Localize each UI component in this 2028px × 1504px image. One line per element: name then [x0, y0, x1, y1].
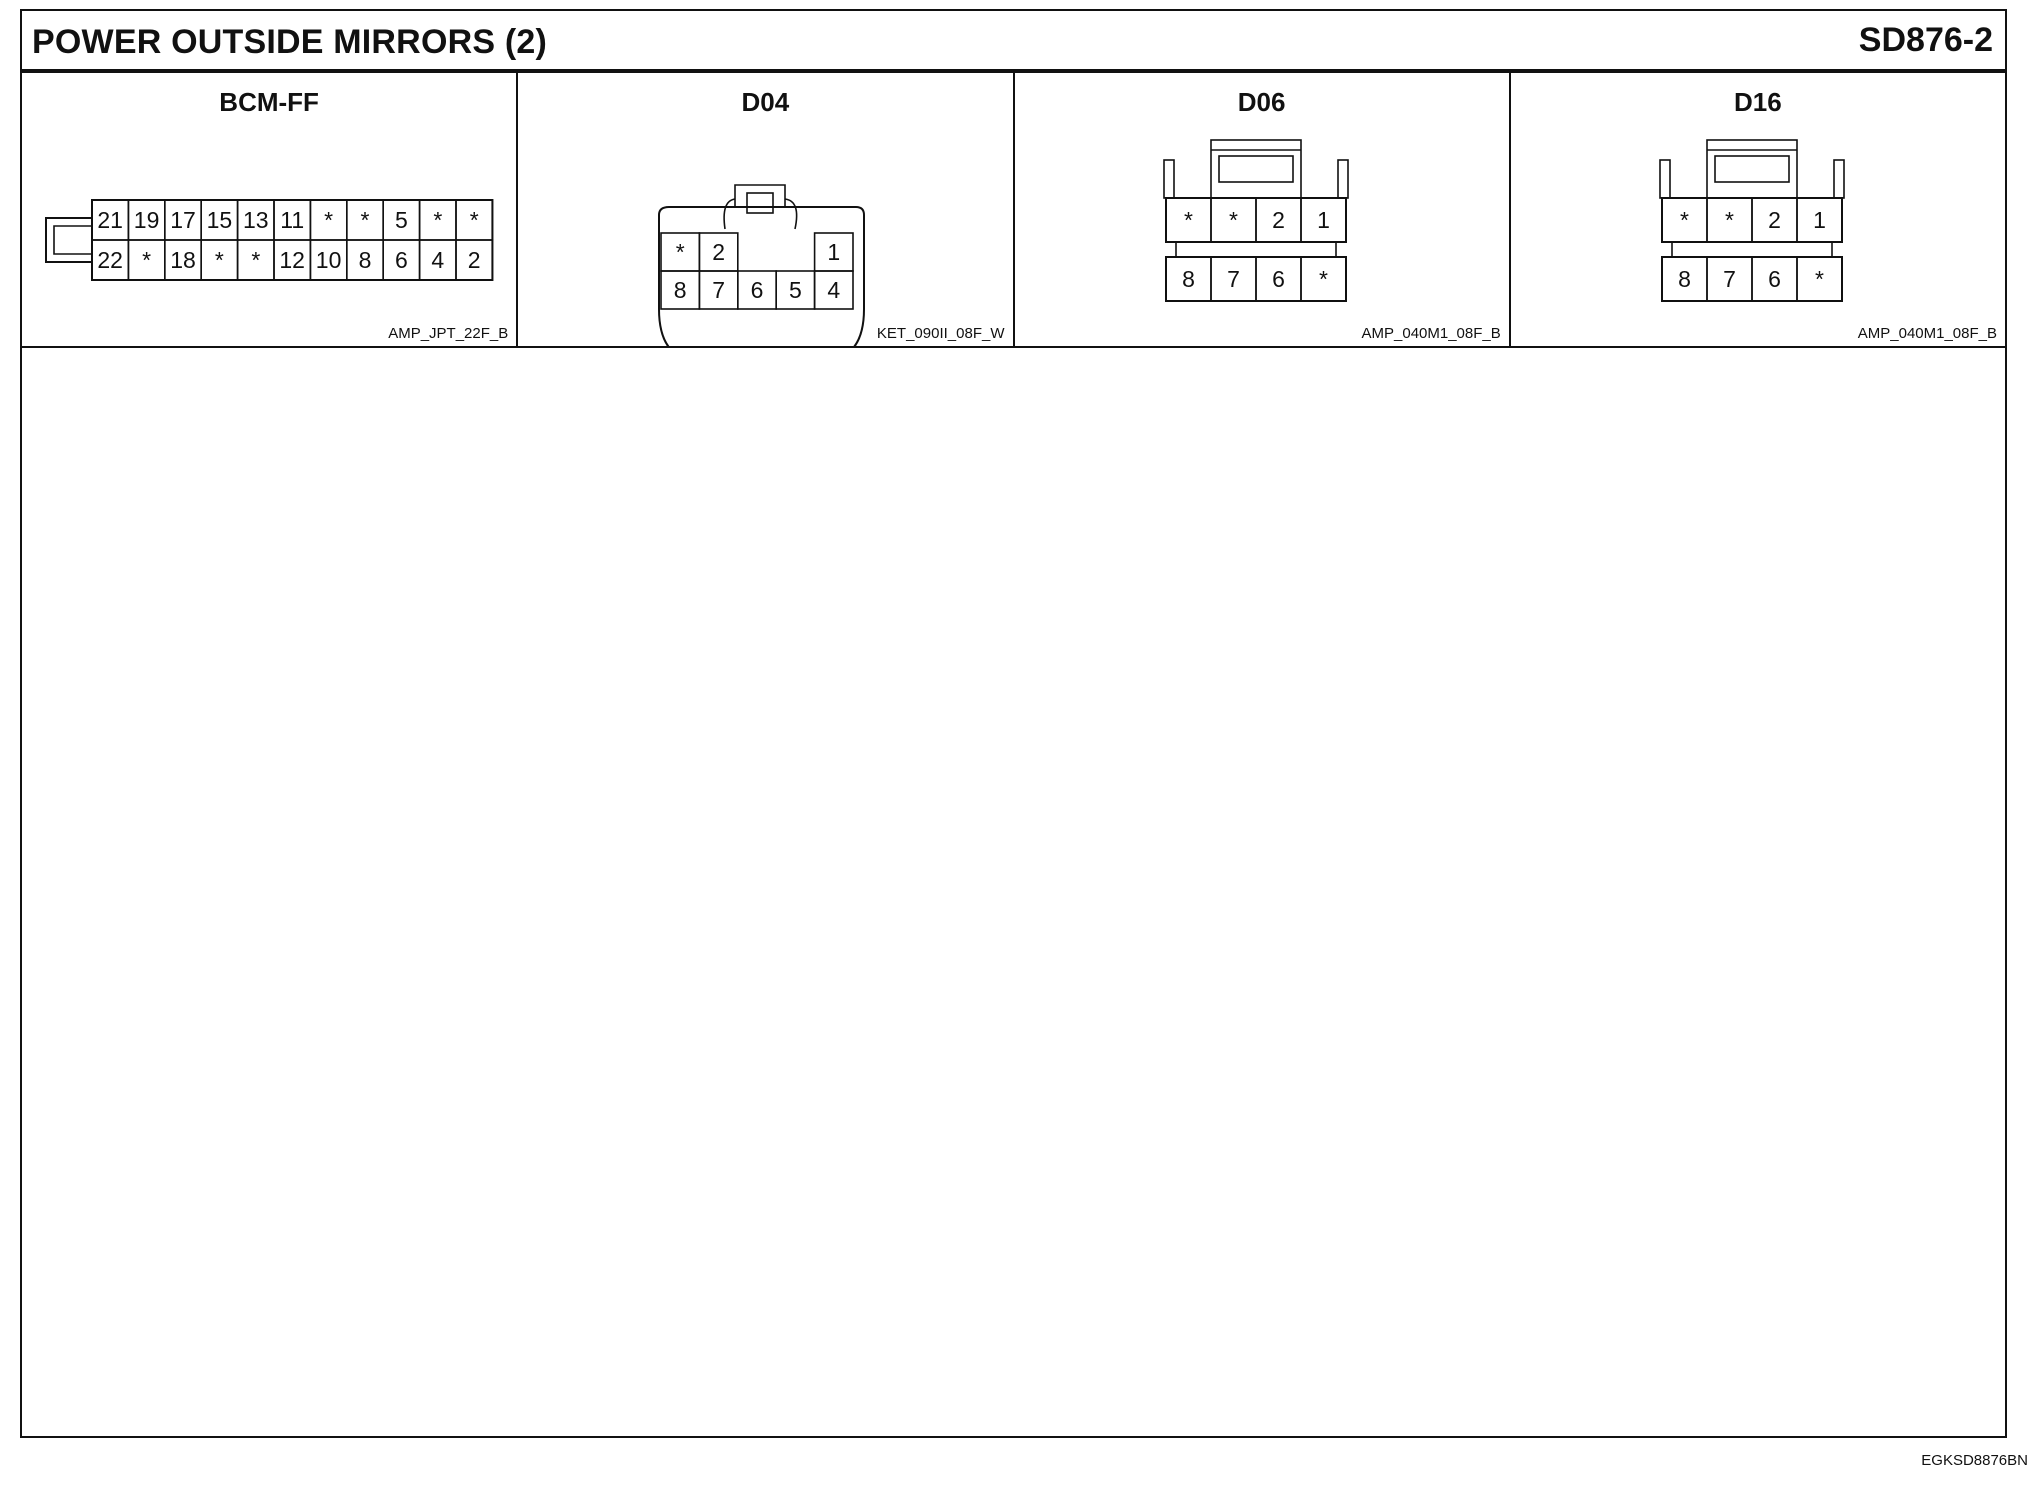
- connector-cell-bcm-ff: [22, 73, 518, 346]
- pin-label: 6: [750, 277, 764, 303]
- pin-label: 5: [789, 277, 803, 303]
- pin-label: *: [1679, 207, 1689, 233]
- pin-label: 4: [431, 247, 445, 273]
- pin-label: *: [1814, 266, 1824, 292]
- pin-label: *: [469, 207, 479, 233]
- connector-row: [22, 73, 2005, 348]
- pin-label: 11: [280, 207, 305, 233]
- connector-part-number: AMP_JPT_22F_B: [388, 325, 509, 342]
- pin-label: 10: [315, 247, 342, 273]
- pin-label: 4: [827, 277, 841, 303]
- pin-label: 2: [1767, 207, 1781, 233]
- d06-connector-face: [1015, 73, 1511, 346]
- connector-latch-inner: [54, 226, 92, 254]
- pin-label: *: [324, 207, 334, 233]
- wiring-diagram-area: [22, 348, 2005, 1436]
- pin-label: 1: [1812, 207, 1826, 233]
- pin-label: 2: [1271, 207, 1285, 233]
- connector-latch: [735, 185, 785, 207]
- title-bar: [22, 11, 2005, 73]
- pin-label: *: [214, 247, 224, 273]
- pin-label: 21: [97, 207, 123, 233]
- pin-label: *: [251, 247, 261, 273]
- connector-name: D06: [1237, 87, 1286, 117]
- connector-latch: [1211, 140, 1301, 198]
- d04-connector-face: [518, 73, 1014, 346]
- connector-cell-d16: [1511, 73, 2005, 346]
- pin-label: 1: [1316, 207, 1330, 233]
- pin-label: 19: [133, 207, 160, 233]
- pin-label: 17: [170, 207, 196, 233]
- connector-latch-tab: [747, 193, 773, 213]
- pin-label: 8: [358, 247, 372, 273]
- pin-label: *: [433, 207, 443, 233]
- d16-connector-face: [1511, 73, 2007, 346]
- pin-label: *: [1724, 207, 1734, 233]
- diagram-frame: [20, 9, 2007, 1438]
- pin-label: 8: [1181, 266, 1195, 292]
- connector-part-number: AMP_040M1_08F_B: [1857, 325, 1997, 342]
- pin-label: *: [675, 239, 685, 265]
- pin-label: 1: [827, 239, 841, 265]
- connector-latch-arm: [785, 199, 797, 229]
- pin-label: 6: [1271, 266, 1285, 292]
- pin-label: *: [1183, 207, 1193, 233]
- pin-label: 22: [97, 247, 123, 273]
- pin-label: *: [1228, 207, 1238, 233]
- pin-label: 7: [712, 277, 726, 303]
- page-title: POWER OUTSIDE MIRRORS (2): [32, 23, 548, 61]
- pin-label: *: [1318, 266, 1328, 292]
- connector-post: [1338, 160, 1348, 198]
- pin-label: 2: [712, 239, 726, 265]
- connector-latch-arm: [724, 199, 735, 229]
- pin-label: 13: [243, 207, 269, 233]
- pin-label: 18: [170, 247, 196, 273]
- pin-label: 2: [467, 247, 481, 273]
- connector-cell-d04: [518, 73, 1014, 346]
- connector-post: [1834, 160, 1844, 198]
- pin-label: 6: [395, 247, 408, 273]
- pin-label: 6: [1767, 266, 1781, 292]
- connector-name: D04: [741, 87, 790, 117]
- pin-label: 7: [1722, 266, 1736, 292]
- bcm-ff-connector-face: [22, 73, 518, 346]
- connector-latch: [1707, 140, 1797, 198]
- connector-post: [1660, 160, 1670, 198]
- connector-part-number: AMP_040M1_08F_B: [1361, 325, 1501, 342]
- pin-label: 15: [206, 207, 233, 233]
- pin-label: 7: [1226, 266, 1240, 292]
- pin-label: 12: [279, 247, 305, 273]
- page-code: SD876-2: [1858, 21, 1993, 59]
- connector-name: BCM-FF: [219, 87, 319, 117]
- connector-cell-d06: [1015, 73, 1511, 346]
- connector-latch-tab: [1715, 156, 1789, 182]
- pin-label: 5: [395, 207, 408, 233]
- pin-label: *: [142, 247, 152, 273]
- connector-post: [1164, 160, 1174, 198]
- connector-latch: [46, 218, 92, 262]
- pin-label: *: [360, 207, 370, 233]
- connector-part-number: KET_090II_08F_W: [876, 325, 1005, 342]
- pin-label: 8: [1677, 266, 1691, 292]
- connector-latch-tab: [1219, 156, 1293, 182]
- pin-label: 8: [674, 277, 687, 303]
- document-id: EGKSD8876BN: [1921, 1452, 2028, 1469]
- connector-name: D16: [1734, 87, 1782, 117]
